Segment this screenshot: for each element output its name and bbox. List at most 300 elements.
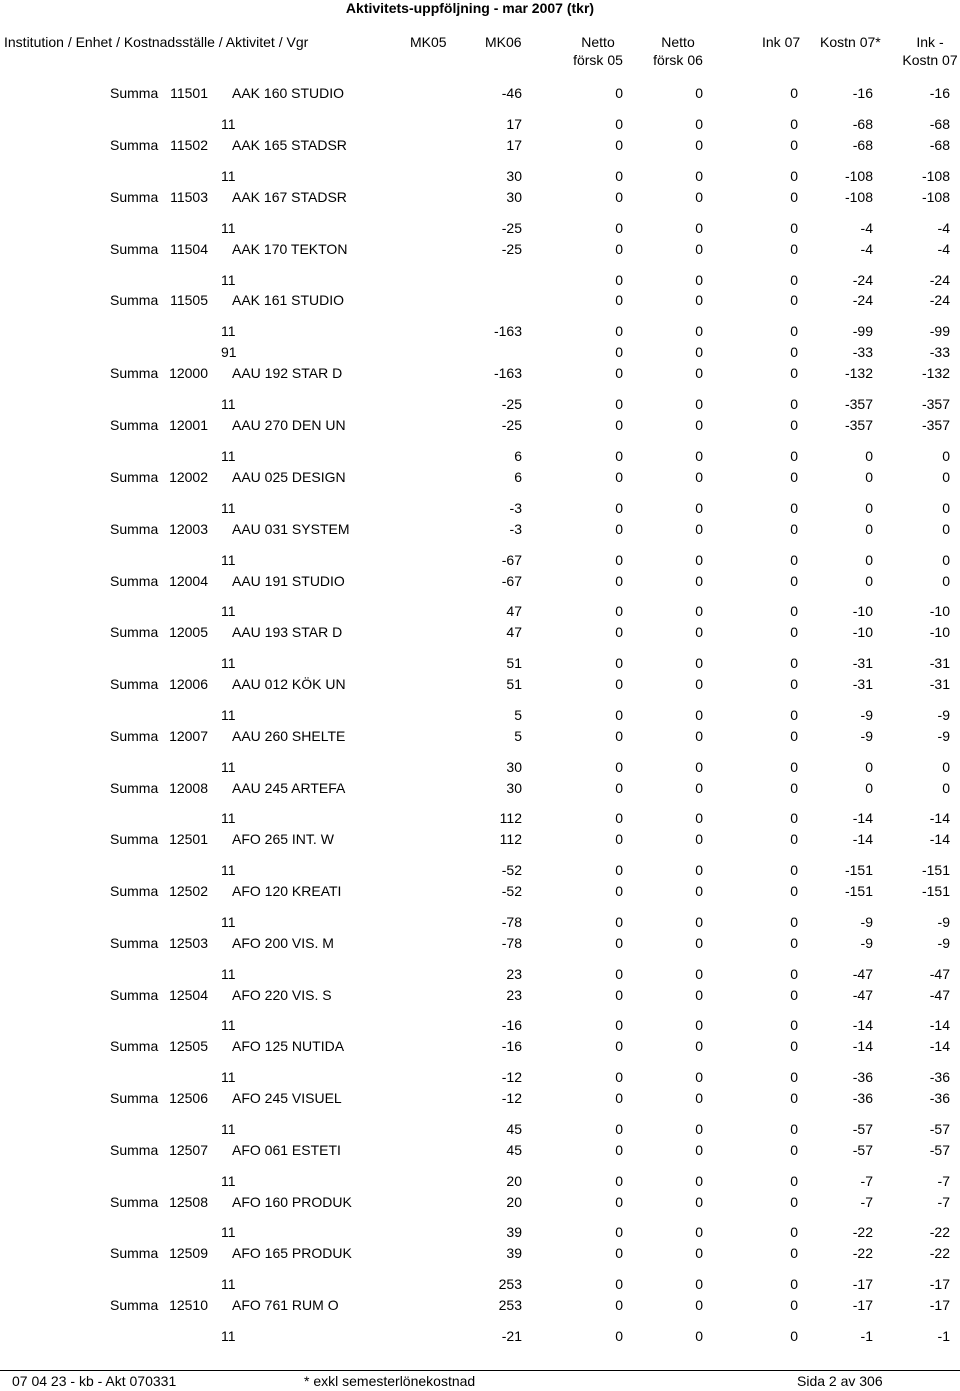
row-ink-kostn: -22 — [929, 1245, 950, 1261]
footer-page-number: Sida 2 av 306 — [797, 1373, 883, 1389]
row-netto06: 0 — [695, 241, 703, 257]
row-netto05: 0 — [615, 292, 623, 308]
row-netto06: 0 — [695, 1328, 703, 1344]
row-ink07: 0 — [790, 707, 798, 723]
row-ink-kostn: -57 — [929, 1142, 950, 1158]
table-row — [0, 572, 960, 590]
row-summa-label: Summa — [110, 1090, 159, 1106]
row-activity: AAU 245 ARTEFA — [232, 780, 346, 796]
row-mk06: -52 — [501, 883, 522, 899]
row-netto06: 0 — [695, 521, 703, 537]
row-netto05: 0 — [615, 220, 623, 236]
row-netto06: 0 — [695, 272, 703, 288]
row-ink07: 0 — [790, 676, 798, 692]
row-netto05: 0 — [615, 759, 623, 775]
table-row — [0, 167, 960, 185]
row-netto06: 0 — [695, 137, 703, 153]
row-activity: AAU 025 DESIGN — [232, 469, 346, 485]
row-code: 12502 — [169, 883, 208, 899]
row-code: 12507 — [169, 1142, 208, 1158]
row-netto05: 0 — [615, 862, 623, 878]
row-kostn07: -68 — [852, 137, 873, 153]
row-vgr: 11 — [221, 966, 236, 982]
table-row — [0, 913, 960, 931]
row-ink07: 0 — [790, 1297, 798, 1313]
row-ink-kostn: -4 — [937, 220, 950, 236]
row-ink07: 0 — [790, 116, 798, 132]
row-vgr: 11 — [221, 272, 236, 288]
row-netto05: 0 — [615, 1245, 623, 1261]
row-netto05: 0 — [615, 707, 623, 723]
row-mk06: 6 — [514, 448, 522, 464]
row-ink-kostn: -68 — [929, 137, 950, 153]
row-vgr: 11 — [221, 1173, 236, 1189]
row-activity: AFO 165 PRODUK — [232, 1245, 352, 1261]
row-ink-kostn: -151 — [921, 862, 950, 878]
row-kostn07: -14 — [852, 831, 873, 847]
row-netto06: 0 — [695, 1224, 703, 1240]
row-mk06: -78 — [501, 914, 522, 930]
header-ink-kostn-line2: Kostn 07 — [902, 52, 958, 68]
row-code: 12006 — [169, 676, 208, 692]
row-kostn07: -7 — [860, 1173, 873, 1189]
row-netto05: 0 — [615, 137, 623, 153]
row-summa-label: Summa — [110, 780, 159, 796]
row-mk06: -67 — [501, 573, 522, 589]
row-netto06: 0 — [695, 624, 703, 640]
footer-print-info: 07 04 23 - kb - Akt 070331 — [12, 1373, 177, 1389]
row-summa-label: Summa — [110, 189, 159, 205]
row-kostn07: -9 — [860, 728, 873, 744]
row-netto05: 0 — [615, 241, 623, 257]
row-ink-kostn: -9 — [937, 728, 950, 744]
row-netto05: 0 — [615, 1142, 623, 1158]
row-ink-kostn: -24 — [929, 272, 950, 288]
row-summa-label: Summa — [110, 573, 159, 589]
header-netto05-line2: försk 05 — [573, 52, 623, 68]
row-kostn07: -57 — [852, 1142, 873, 1158]
row-kostn07: 0 — [865, 469, 873, 485]
row-vgr: 11 — [221, 759, 236, 775]
row-vgr: 91 — [221, 344, 237, 360]
row-kostn07: -17 — [852, 1276, 873, 1292]
row-vgr: 11 — [221, 552, 236, 568]
row-vgr: 11 — [221, 1069, 236, 1085]
row-netto05: 0 — [615, 469, 623, 485]
table-row — [0, 447, 960, 465]
row-mk06: -163 — [493, 365, 522, 381]
row-netto06: 0 — [695, 292, 703, 308]
row-activity: AFO 220 VIS. S — [232, 987, 332, 1003]
row-netto05: 0 — [615, 883, 623, 899]
table-row — [0, 1068, 960, 1086]
row-summa-label: Summa — [110, 728, 159, 744]
row-netto05: 0 — [615, 1276, 623, 1292]
row-vgr: 11 — [221, 1224, 236, 1240]
table-row — [0, 654, 960, 672]
row-ink07: 0 — [790, 417, 798, 433]
table-row — [0, 322, 960, 340]
row-code: 11501 — [170, 85, 208, 101]
header-netto06 — [640, 33, 716, 69]
table-row — [0, 188, 960, 206]
row-ink07: 0 — [790, 810, 798, 826]
row-code: 12504 — [169, 987, 208, 1003]
header-ink-kostn-line1: Ink - — [916, 34, 944, 50]
table-row — [0, 1244, 960, 1262]
row-netto05: 0 — [615, 676, 623, 692]
row-vgr: 11 — [221, 168, 236, 184]
row-netto06: 0 — [695, 862, 703, 878]
table-row — [0, 1223, 960, 1241]
row-kostn07: -33 — [852, 344, 873, 360]
row-ink-kostn: -17 — [929, 1276, 950, 1292]
row-ink07: 0 — [790, 987, 798, 1003]
row-kostn07: -31 — [852, 655, 873, 671]
table-row — [0, 727, 960, 745]
row-ink-kostn: -7 — [937, 1194, 950, 1210]
row-netto05: 0 — [615, 1173, 623, 1189]
row-netto06: 0 — [695, 417, 703, 433]
row-kostn07: -47 — [852, 987, 873, 1003]
row-ink07: 0 — [790, 168, 798, 184]
table-row — [0, 986, 960, 1004]
row-kostn07: 0 — [865, 759, 873, 775]
row-netto06: 0 — [695, 116, 703, 132]
row-netto05: 0 — [615, 168, 623, 184]
row-netto06: 0 — [695, 1069, 703, 1085]
row-netto05: 0 — [615, 914, 623, 930]
row-mk06: -3 — [509, 521, 522, 537]
row-ink07: 0 — [790, 552, 798, 568]
row-kostn07: -108 — [844, 168, 873, 184]
row-kostn07: -151 — [844, 862, 873, 878]
row-activity: AFO 761 RUM O — [232, 1297, 339, 1313]
row-netto06: 0 — [695, 676, 703, 692]
row-ink-kostn: -36 — [929, 1090, 950, 1106]
row-netto06: 0 — [695, 365, 703, 381]
row-mk06: 30 — [506, 780, 522, 796]
row-vgr: 11 — [221, 1017, 236, 1033]
row-kostn07: -1 — [860, 1328, 873, 1344]
row-vgr: 11 — [221, 1328, 236, 1344]
row-mk06: 45 — [506, 1121, 522, 1137]
row-summa-label: Summa — [110, 1142, 159, 1158]
row-vgr: 11 — [221, 603, 236, 619]
row-mk06: 112 — [499, 831, 522, 847]
row-netto06: 0 — [695, 966, 703, 982]
row-mk06: -163 — [493, 323, 522, 339]
row-ink07: 0 — [790, 396, 798, 412]
row-activity: AAU 191 STUDIO — [232, 573, 345, 589]
row-kostn07: -10 — [852, 624, 873, 640]
row-kostn07: -14 — [852, 1017, 873, 1033]
row-ink-kostn: -36 — [929, 1069, 950, 1085]
row-netto05: 0 — [615, 344, 623, 360]
row-activity: AAK 165 STADSR — [232, 137, 347, 153]
row-activity: AAK 160 STUDIO — [232, 85, 345, 101]
row-mk06: 47 — [506, 603, 522, 619]
row-kostn07: -7 — [860, 1194, 873, 1210]
row-ink-kostn: -14 — [929, 1038, 950, 1054]
row-activity: AFO 200 VIS. M — [232, 935, 334, 951]
table-row — [0, 136, 960, 154]
row-netto05: 0 — [615, 521, 623, 537]
table-row — [0, 364, 960, 382]
row-netto05: 0 — [615, 448, 623, 464]
row-code: 12508 — [169, 1194, 208, 1210]
row-ink07: 0 — [790, 883, 798, 899]
row-netto05: 0 — [615, 552, 623, 568]
row-summa-label: Summa — [110, 987, 159, 1003]
row-code: 12002 — [169, 469, 208, 485]
row-vgr: 11 — [221, 500, 236, 516]
row-code: 11502 — [170, 137, 208, 153]
row-ink07: 0 — [790, 344, 798, 360]
table-row — [0, 623, 960, 641]
row-code: 12007 — [169, 728, 208, 744]
row-netto06: 0 — [695, 1017, 703, 1033]
row-mk06: 23 — [506, 987, 522, 1003]
row-kostn07: -47 — [852, 966, 873, 982]
row-vgr: 11 — [221, 116, 236, 132]
table-row — [0, 675, 960, 693]
row-mk06: 112 — [499, 810, 522, 826]
row-mk06: -3 — [509, 500, 522, 516]
table-row — [0, 882, 960, 900]
row-ink-kostn: -17 — [929, 1297, 950, 1313]
row-mk06: -12 — [501, 1090, 522, 1106]
row-netto05: 0 — [615, 1328, 623, 1344]
row-ink-kostn: -9 — [937, 707, 950, 723]
report-title: Aktivitets-uppföljning - mar 2007 (tkr) — [345, 0, 595, 16]
row-ink-kostn: 0 — [942, 552, 950, 568]
footer-note: * exkl semesterlönekostnad — [304, 1373, 476, 1389]
row-code: 12004 — [169, 573, 208, 589]
row-netto06: 0 — [695, 85, 703, 101]
row-mk06: -52 — [501, 862, 522, 878]
table-row — [0, 416, 960, 434]
row-summa-label: Summa — [110, 521, 159, 537]
row-activity: AFO 061 ESTETI — [232, 1142, 341, 1158]
row-ink07: 0 — [790, 85, 798, 101]
row-ink07: 0 — [790, 1069, 798, 1085]
row-activity: AFO 120 KREATI — [232, 883, 342, 899]
row-kostn07: -132 — [844, 365, 873, 381]
row-ink07: 0 — [790, 1173, 798, 1189]
row-ink-kostn: 0 — [942, 448, 950, 464]
row-activity: AFO 160 PRODUK — [232, 1194, 352, 1210]
row-ink07: 0 — [790, 365, 798, 381]
row-summa-label: Summa — [110, 676, 159, 692]
row-ink07: 0 — [790, 1017, 798, 1033]
row-mk06: 51 — [506, 655, 522, 671]
row-netto06: 0 — [695, 189, 703, 205]
row-mk06: 20 — [506, 1173, 522, 1189]
row-code: 12501 — [169, 831, 208, 847]
row-kostn07: 0 — [865, 552, 873, 568]
row-ink07: 0 — [790, 241, 798, 257]
table-row — [0, 291, 960, 309]
row-netto06: 0 — [695, 1173, 703, 1189]
row-code: 12509 — [169, 1245, 208, 1261]
table-row — [0, 809, 960, 827]
row-netto05: 0 — [615, 810, 623, 826]
row-mk06: 30 — [506, 189, 522, 205]
row-summa-label: Summa — [110, 85, 159, 101]
row-ink-kostn: -108 — [921, 189, 950, 205]
table-row — [0, 965, 960, 983]
row-ink-kostn: 0 — [942, 573, 950, 589]
row-ink07: 0 — [790, 728, 798, 744]
row-summa-label: Summa — [110, 1245, 159, 1261]
row-netto05: 0 — [615, 831, 623, 847]
row-ink07: 0 — [790, 272, 798, 288]
row-ink-kostn: -357 — [921, 396, 950, 412]
table-row — [0, 343, 960, 361]
table-row — [0, 219, 960, 237]
row-vgr: 11 — [221, 810, 236, 826]
row-ink07: 0 — [790, 1224, 798, 1240]
row-netto06: 0 — [695, 1038, 703, 1054]
header-ink-kostn — [890, 33, 960, 69]
row-ink-kostn: -357 — [921, 417, 950, 433]
row-netto06: 0 — [695, 759, 703, 775]
row-ink07: 0 — [790, 448, 798, 464]
header-ink07: Ink 07 — [762, 34, 801, 50]
table-row — [0, 1296, 960, 1314]
row-ink-kostn: -9 — [937, 935, 950, 951]
table-row — [0, 706, 960, 724]
row-kostn07: -357 — [844, 417, 873, 433]
row-netto06: 0 — [695, 1142, 703, 1158]
row-netto06: 0 — [695, 448, 703, 464]
row-ink07: 0 — [790, 1090, 798, 1106]
row-ink-kostn: -68 — [929, 116, 950, 132]
row-ink-kostn: -1 — [937, 1328, 950, 1344]
row-kostn07: -24 — [852, 292, 873, 308]
row-ink07: 0 — [790, 831, 798, 847]
row-ink-kostn: 0 — [942, 469, 950, 485]
row-netto06: 0 — [695, 500, 703, 516]
row-kostn07: -10 — [852, 603, 873, 619]
row-summa-label: Summa — [110, 417, 159, 433]
row-netto05: 0 — [615, 1069, 623, 1085]
row-summa-label: Summa — [110, 1038, 159, 1054]
row-mk06: 51 — [506, 676, 522, 692]
row-netto06: 0 — [695, 1276, 703, 1292]
row-mk06: -25 — [501, 220, 522, 236]
row-code: 12510 — [169, 1297, 208, 1313]
row-netto06: 0 — [695, 655, 703, 671]
row-ink07: 0 — [790, 862, 798, 878]
row-ink-kostn: -9 — [937, 914, 950, 930]
row-ink-kostn: -47 — [929, 987, 950, 1003]
row-ink07: 0 — [790, 1194, 798, 1210]
row-activity: AAK 161 STUDIO — [232, 292, 345, 308]
column-header — [0, 33, 960, 73]
row-ink07: 0 — [790, 966, 798, 982]
row-vgr: 11 — [221, 707, 236, 723]
table-row — [0, 1193, 960, 1211]
row-ink-kostn: 0 — [942, 759, 950, 775]
row-netto06: 0 — [695, 220, 703, 236]
row-vgr: 11 — [221, 862, 236, 878]
table-row — [0, 499, 960, 517]
table-row — [0, 115, 960, 133]
row-vgr: 11 — [221, 448, 236, 464]
row-ink-kostn: -22 — [929, 1224, 950, 1240]
row-code: 11503 — [170, 189, 208, 205]
row-summa-label: Summa — [110, 831, 159, 847]
row-netto06: 0 — [695, 728, 703, 744]
row-kostn07: 0 — [865, 780, 873, 796]
row-code: 12001 — [169, 417, 208, 433]
row-netto05: 0 — [615, 1038, 623, 1054]
row-ink07: 0 — [790, 469, 798, 485]
row-mk06: 47 — [506, 624, 522, 640]
row-ink-kostn: -14 — [929, 831, 950, 847]
row-mk06: 17 — [506, 116, 522, 132]
row-netto05: 0 — [615, 624, 623, 640]
row-ink-kostn: -10 — [929, 603, 950, 619]
table-row — [0, 240, 960, 258]
row-summa-label: Summa — [110, 1194, 159, 1210]
row-ink-kostn: -151 — [921, 883, 950, 899]
row-ink07: 0 — [790, 780, 798, 796]
row-activity: AAU 260 SHELTE — [232, 728, 346, 744]
row-mk06: 253 — [498, 1276, 522, 1292]
row-ink-kostn: -10 — [929, 624, 950, 640]
row-ink-kostn: 0 — [942, 780, 950, 796]
row-mk06: 5 — [514, 728, 522, 744]
row-vgr: 11 — [221, 655, 236, 671]
row-ink07: 0 — [790, 1328, 798, 1344]
row-vgr: 11 — [221, 1276, 236, 1292]
header-mk05: MK05 — [410, 34, 447, 50]
row-netto06: 0 — [695, 883, 703, 899]
row-ink07: 0 — [790, 1276, 798, 1292]
row-netto05: 0 — [615, 780, 623, 796]
row-kostn07: -57 — [852, 1121, 873, 1137]
row-ink07: 0 — [790, 521, 798, 537]
table-row — [0, 520, 960, 538]
row-netto06: 0 — [695, 810, 703, 826]
row-netto05: 0 — [615, 417, 623, 433]
row-kostn07: 0 — [865, 448, 873, 464]
row-kostn07: -36 — [852, 1090, 873, 1106]
page-footer — [0, 1370, 960, 1390]
row-netto06: 0 — [695, 603, 703, 619]
row-vgr: 11 — [221, 220, 236, 236]
row-netto06: 0 — [695, 1245, 703, 1261]
row-ink-kostn: -7 — [937, 1173, 950, 1189]
row-netto05: 0 — [615, 1090, 623, 1106]
row-kostn07: 0 — [865, 500, 873, 516]
row-summa-label: Summa — [110, 883, 159, 899]
row-netto05: 0 — [615, 189, 623, 205]
row-netto06: 0 — [695, 914, 703, 930]
row-ink-kostn: -4 — [937, 241, 950, 257]
row-kostn07: -9 — [860, 707, 873, 723]
header-netto06-line2: försk 06 — [653, 52, 703, 68]
row-netto06: 0 — [695, 1194, 703, 1210]
row-ink-kostn: -33 — [929, 344, 950, 360]
table-row — [0, 1327, 960, 1345]
row-code: 12003 — [169, 521, 208, 537]
row-ink-kostn: -14 — [929, 810, 950, 826]
row-netto06: 0 — [695, 573, 703, 589]
